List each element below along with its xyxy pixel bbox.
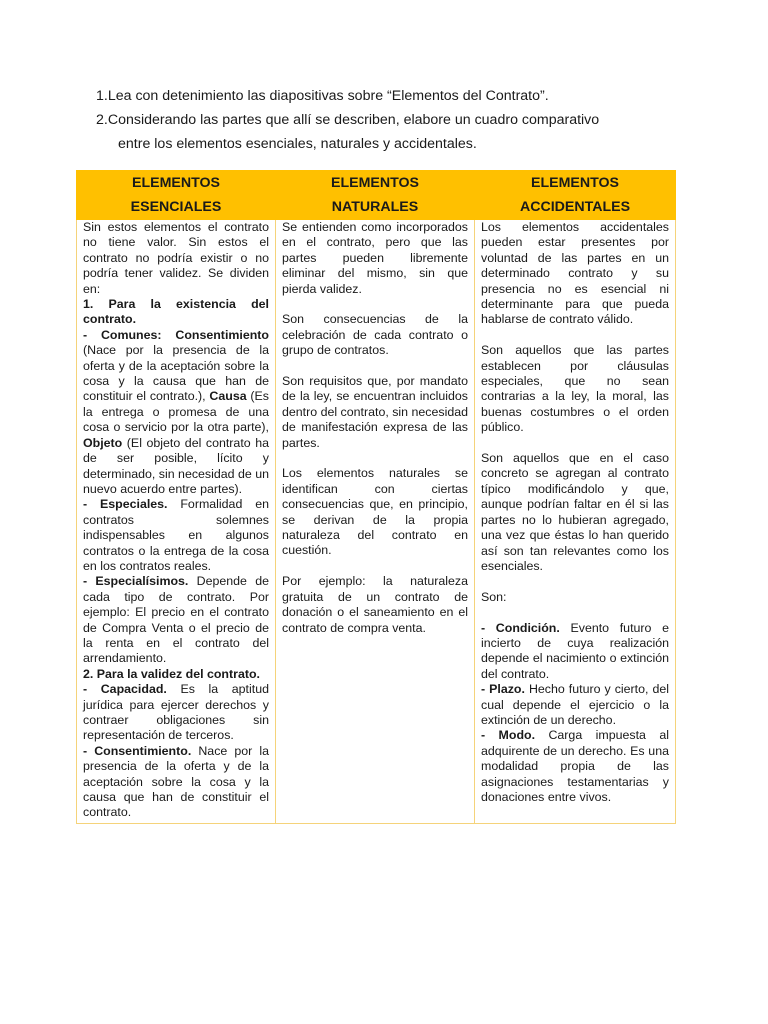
header-esenciales-line2: ESENCIALES [130, 199, 222, 215]
header-accidentales [475, 171, 676, 220]
header-esenciales-line1: ELEMENTOS [131, 175, 221, 191]
table-header-row [77, 171, 676, 220]
naturales-p2: Son consecuencias de la celebración de cada contrato o grupo de contratos. [282, 312, 468, 358]
naturales-p5: Por ejemplo: la naturaleza gratuita de un contrato de donación o el saneamiento en el contrato de compra venta. [282, 574, 468, 635]
accidentales-condicion: - Condición. Evento futuro e incierto de cuya realización depende el nacimiento o extinción del contrato. [481, 620, 669, 681]
esenciales-capacidad: - Capacidad. Es la aptitud jurídica para ejercer derechos y contraer obligaciones sin representación de terceros. [83, 682, 269, 743]
cell-accidentales [475, 220, 676, 824]
naturales-p1: Se entienden como incorporados en el contrato, pero que las partes pueden libremente eliminar del mismo, sin que pierda validez. [282, 220, 468, 296]
accidentales-modo: - Modo. Carga impuesta al adquirente de un derecho. Es una modalidad propia de las asignaciones testamentarias y donaciones entre vivos. [481, 728, 669, 804]
esenciales-section-1: 1. Para la existencia del contrato. [83, 297, 269, 327]
header-esenciales [77, 171, 276, 220]
naturales-p3: Son requisitos que, por mandato de la ley, se encuentran incluidos dentro del contrato, sin necesidad de manifestación expresa de las partes. [282, 374, 468, 450]
naturales-p4: Los elementos naturales se identifican con ciertas consecuencias que, en principio, se derivan de la propia naturaleza del contrato en cuestión. [282, 466, 468, 558]
instruction-item-2: 2.Considerando las partes que allí se describen, elabore un cuadro comparativo [96, 112, 600, 128]
header-accidentales-line2: ACCIDENTALES [519, 199, 631, 215]
accidentales-p3: Son aquellos que en el caso concreto se agregan al contrato típico modificándolo y que, aunque podrían faltar en él si las partes no lo hubieran agregado, una vez que éstas lo han querido así son tan relevantes como los esenciales. [481, 451, 669, 573]
cell-naturales [276, 220, 475, 824]
instruction-item-1: 1.Lea con detenimiento las diapositivas sobre “Elementos del Contrato”. [96, 88, 549, 104]
header-naturales-line2: NATURALES [331, 199, 419, 215]
esenciales-especiales: - Especiales. Formalidad en contratos solemnes indispensables en algunos contratos o la entrega de la cosa en los contratos reales. [83, 497, 269, 573]
accidentales-p1: Los elementos accidentales pueden estar presentes por voluntad de las partes en un determinado contrato y su presencia no es esencial ni determinante para que pueda hablarse de contrato válido. [481, 220, 669, 327]
instruction-item-2-continued: entre los elementos esenciales, naturales y accidentales. [118, 136, 477, 152]
header-naturales-line1: ELEMENTOS [330, 175, 420, 191]
comparison-table [76, 170, 676, 824]
header-accidentales-line1: ELEMENTOS [530, 175, 620, 191]
header-naturales [276, 171, 475, 220]
esenciales-intro: Sin estos elementos el contrato no tiene valor. Sin estos el contrato no podría existir o no podría tener validez. Se dividen en: [83, 220, 269, 296]
esenciales-consentimiento-2: - Consentimiento. Nace por la presencia de la oferta y de la aceptación sobre la cosa y la causa que han de constituir el contrato. [83, 743, 269, 820]
esenciales-especialisimos: - Especialísimos. Depende de cada tipo de contrato. Por ejemplo: El precio en el contrato de Compra Venta o el precio de la renta en el contrato del arrendamiento. [83, 574, 269, 666]
instructions [96, 84, 696, 156]
cell-esenciales [77, 220, 276, 824]
accidentales-p2: Son aquellos que las partes establecen por cláusulas especiales, que no sean contrarias a la ley, la moral, las buenas costumbres o el orden público. [481, 343, 669, 435]
esenciales-section-2: 2. Para la validez del contrato. [83, 666, 260, 681]
accidentales-plazo: - Plazo. Hecho futuro y cierto, del cual depende el ejercicio o la extinción de un derecho. [481, 682, 670, 727]
esenciales-comunes: - Comunes: Consentimiento (Nace por la presencia de la oferta y de la aceptación sobre la cosa y la causa que han de constituir el contrato.), Causa (Es la entrega o promesa de una cosa o servicio por la otra parte), Objeto (El objeto del contrato ha de ser posible, lícito y determinado, sin necesidad de un nuevo acuerdo entre partes). [83, 327, 269, 496]
accidentales-p4: Son: [481, 589, 507, 604]
table-row [77, 220, 676, 824]
